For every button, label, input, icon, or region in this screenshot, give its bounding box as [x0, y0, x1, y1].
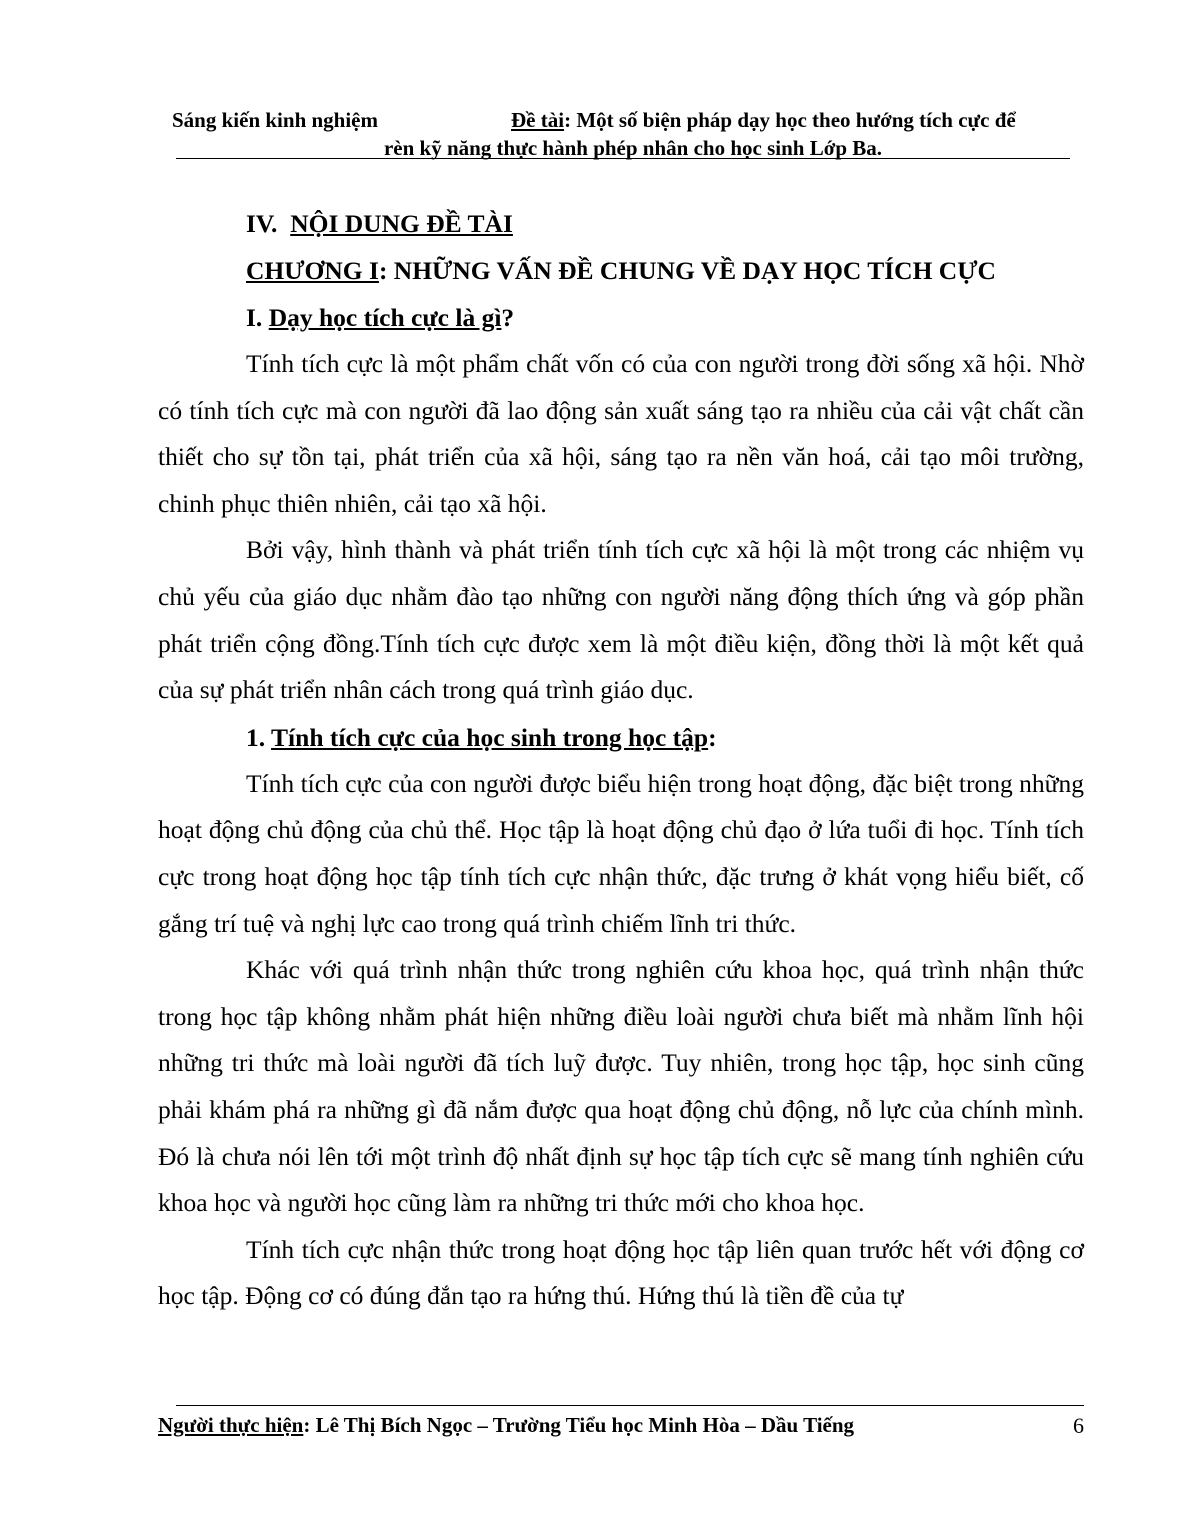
paragraph: Tính tích cực là một phẩm chất vốn có của con người trong đời sống xã hội. Nhờ có tính tích cực mà con người đã lao động sản xuất sáng tạo ra nhiều của cải vật chất cần thiết cho sự tồn tại, phát triển của xã hội, sáng tạo ra nền văn hoá, cải tạo môi trường, chinh phục thiên nhiên, cải tạo xã hội.: [158, 349, 1084, 518]
paragraph: Khác với quá trình nhận thức trong nghiên cứu khoa học, quá trình nhận thức trong học tập không nhằm phát hiện những điều loài người chưa biết mà nhằm lĩnh hội những tri thức mà loài người đã tích luỹ được. Tuy nhiên, trong học tập, học sinh cũng phải khám phá ra những gì đã nắm được qua hoạt động chủ động, nỗ lực của chính mình. Đó là chưa nói lên tới một trình độ nhất định sự học tập tích cực sẽ mang tính nghiên cứu khoa học và người học cũng làm ra những tri thức mới cho khoa học.: [158, 955, 1084, 1218]
header-divider: [176, 158, 1070, 159]
subsection-heading: [246, 294, 1084, 341]
header-left-label: Sáng kiến kinh nghiệm: [172, 108, 379, 132]
subheading-title: Tính tích cực của học sinh trong học tập: [271, 722, 709, 752]
paragraph: Tính tích cực nhận thức trong hoạt động học tập liên quan trước hết với động cơ học tập. Động cơ có đúng đắn tạo ra hứng thú. Hứng thú là tiền đề của tự: [158, 1234, 1084, 1311]
header-topic-label: Đề tài: [511, 108, 565, 132]
subsection-suffix: ?: [501, 303, 515, 332]
footer-divider: [176, 1405, 1084, 1406]
subheading-suffix: :: [708, 722, 717, 752]
chapter-title: : NHỮNG VẤN ĐỀ CHUNG VỀ DẠY HỌC TÍCH CỰC: [378, 256, 996, 285]
subsection-title: Dạy học tích cực là gì: [268, 303, 502, 332]
subheading: [246, 714, 1084, 761]
page-header: [158, 106, 1078, 162]
header-topic-title-line2: rèn kỹ năng thực hành phép nhân cho học sinh Lớp Ba.: [383, 136, 883, 160]
paragraph: Tính tích cực của con người được biểu hiện trong hoạt động, đặc biệt trong những hoạt động chủ động của chủ thể. Học tập là hoạt động chủ đạo ở lứa tuổi đi học. Tính tích cực trong hoạt động học tập tính tích cực nhận thức, đặc trưng ở khát vọng hiểu biết, cố gắng trí tuệ và nghị lực cao trong quá trình chiếm lĩnh tri thức.: [158, 768, 1084, 938]
chapter-label: CHƯƠNG I: [246, 256, 379, 285]
header-topic: [511, 106, 1016, 134]
section-number: IV.: [246, 209, 278, 238]
chapter-heading: [246, 247, 1084, 294]
header-topic-title-line1: : Một số biện pháp dạy học theo hướng tích cực để: [564, 108, 1016, 132]
subsection-number: I.: [246, 303, 263, 332]
paragraph: Bởi vậy, hình thành và phát triển tính tích cực xã hội là một trong các nhiệm vụ chủ yếu của giáo dục nhằm đào tạo những con người năng động thích ứng và góp phần phát triển cộng đồng.Tính tích cực được xem là một điều kiện, đồng thời là một kết quả của sự phát triển nhân cách trong quá trình giáo dục.: [158, 535, 1084, 705]
footer-author-label: Người thực hiện: [158, 1413, 304, 1437]
section-title: NỘI DUNG ĐỀ TÀI: [290, 209, 513, 238]
footer-author-text: : Lê Thị Bích Ngọc – Trường Tiểu học Minh Hòa – Dầu Tiếng: [303, 1413, 855, 1437]
page-number: 6: [1073, 1413, 1084, 1438]
document-body: [158, 200, 1084, 1320]
subheading-number: 1.: [246, 722, 266, 752]
section-heading: [246, 200, 1084, 247]
page-footer: [158, 1413, 1084, 1445]
